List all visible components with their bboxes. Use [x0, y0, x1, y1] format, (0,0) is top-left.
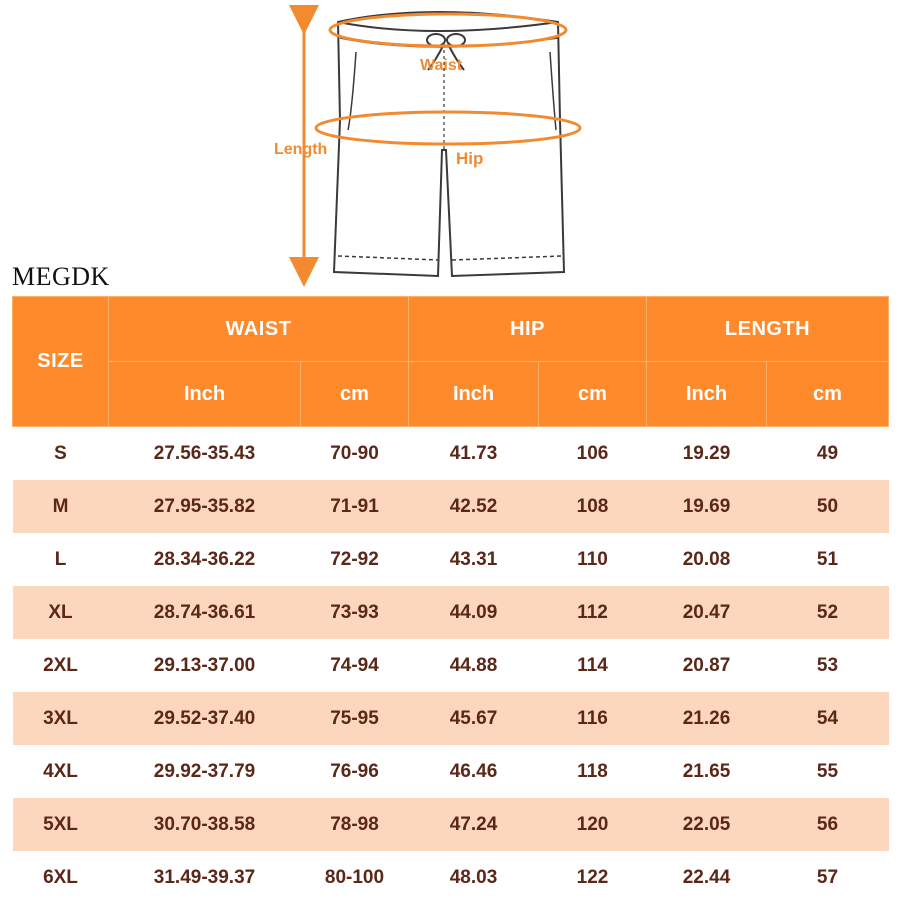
hip-inch-cell: 44.88 — [409, 639, 539, 692]
waist-inch-header: Inch — [109, 362, 301, 427]
table-row — [13, 745, 889, 798]
waist-inch-cell: 29.52-37.40 — [109, 692, 301, 745]
hip-inch-cell: 42.52 — [409, 480, 539, 533]
hip-inch-cell: 44.09 — [409, 586, 539, 639]
waist-inch-cell: 31.49-39.37 — [109, 851, 301, 904]
length-cm-cell: 57 — [767, 851, 889, 904]
length-cm-cell: 56 — [767, 798, 889, 851]
size-rows — [13, 427, 889, 904]
shorts-diagram — [260, 0, 600, 292]
length-cm-cell: 51 — [767, 533, 889, 586]
size-cell: XL — [13, 586, 109, 639]
size-chart-table — [12, 296, 889, 904]
size-cell: L — [13, 533, 109, 586]
hip-group-header: HIP — [409, 297, 647, 362]
size-cell: 6XL — [13, 851, 109, 904]
hip-cm-cell: 110 — [539, 533, 647, 586]
hip-inch-cell: 47.24 — [409, 798, 539, 851]
waist-cm-cell: 74-94 — [301, 639, 409, 692]
hip-inch-cell: 46.46 — [409, 745, 539, 798]
hip-cm-cell: 120 — [539, 798, 647, 851]
waist-inch-cell: 28.34-36.22 — [109, 533, 301, 586]
size-cell: 3XL — [13, 692, 109, 745]
length-cm-header: cm — [767, 362, 889, 427]
size-cell: 2XL — [13, 639, 109, 692]
hip-label: Hip — [456, 149, 483, 168]
waist-inch-cell: 29.92-37.79 — [109, 745, 301, 798]
hip-inch-cell: 43.31 — [409, 533, 539, 586]
waist-inch-cell: 28.74-36.61 — [109, 586, 301, 639]
length-inch-cell: 19.69 — [647, 480, 767, 533]
waist-inch-cell: 29.13-37.00 — [109, 639, 301, 692]
waist-cm-cell: 80-100 — [301, 851, 409, 904]
waist-cm-cell: 78-98 — [301, 798, 409, 851]
waist-cm-cell: 76-96 — [301, 745, 409, 798]
length-inch-cell: 21.65 — [647, 745, 767, 798]
table-row — [13, 692, 889, 745]
waist-cm-cell: 71-91 — [301, 480, 409, 533]
length-inch-cell: 21.26 — [647, 692, 767, 745]
length-cm-cell: 50 — [767, 480, 889, 533]
hip-inch-cell: 45.67 — [409, 692, 539, 745]
length-cm-cell: 49 — [767, 427, 889, 481]
hip-inch-cell: 48.03 — [409, 851, 539, 904]
hip-cm-cell: 114 — [539, 639, 647, 692]
hip-cm-cell: 118 — [539, 745, 647, 798]
hip-cm-cell: 112 — [539, 586, 647, 639]
table-row — [13, 798, 889, 851]
waist-inch-cell: 27.56-35.43 — [109, 427, 301, 481]
length-inch-cell: 20.08 — [647, 533, 767, 586]
length-inch-cell: 20.47 — [647, 586, 767, 639]
length-inch-cell: 20.87 — [647, 639, 767, 692]
size-cell: S — [13, 427, 109, 481]
hip-inch-cell: 41.73 — [409, 427, 539, 481]
waist-group-header: WAIST — [109, 297, 409, 362]
length-inch-cell: 19.29 — [647, 427, 767, 481]
table-row — [13, 851, 889, 904]
waist-cm-cell: 72-92 — [301, 533, 409, 586]
length-label: Length — [274, 141, 327, 158]
waist-cm-cell: 75-95 — [301, 692, 409, 745]
hip-cm-cell: 122 — [539, 851, 647, 904]
hip-cm-cell: 116 — [539, 692, 647, 745]
table-row — [13, 639, 889, 692]
hip-cm-cell: 108 — [539, 480, 647, 533]
waist-cm-header: cm — [301, 362, 409, 427]
hip-cm-cell: 106 — [539, 427, 647, 481]
shorts-illustration — [260, 0, 600, 292]
size-cell: M — [13, 480, 109, 533]
hip-inch-header: Inch — [409, 362, 539, 427]
waist-label: Waist — [420, 57, 463, 74]
length-inch-header: Inch — [647, 362, 767, 427]
length-cm-cell: 53 — [767, 639, 889, 692]
table-row — [13, 533, 889, 586]
waist-inch-cell: 27.95-35.82 — [109, 480, 301, 533]
waist-inch-cell: 30.70-38.58 — [109, 798, 301, 851]
length-cm-cell: 55 — [767, 745, 889, 798]
length-group-header: LENGTH — [647, 297, 889, 362]
length-cm-cell: 54 — [767, 692, 889, 745]
brand-name: MEGDK — [12, 262, 110, 292]
table-row — [13, 480, 889, 533]
table-row — [13, 427, 889, 481]
length-cm-cell: 52 — [767, 586, 889, 639]
table-row — [13, 586, 889, 639]
hip-cm-header: cm — [539, 362, 647, 427]
waist-cm-cell: 73-93 — [301, 586, 409, 639]
size-cell: 5XL — [13, 798, 109, 851]
size-cell: 4XL — [13, 745, 109, 798]
size-column-header: SIZE — [13, 297, 109, 427]
length-inch-cell: 22.05 — [647, 798, 767, 851]
length-inch-cell: 22.44 — [647, 851, 767, 904]
waist-cm-cell: 70-90 — [301, 427, 409, 481]
